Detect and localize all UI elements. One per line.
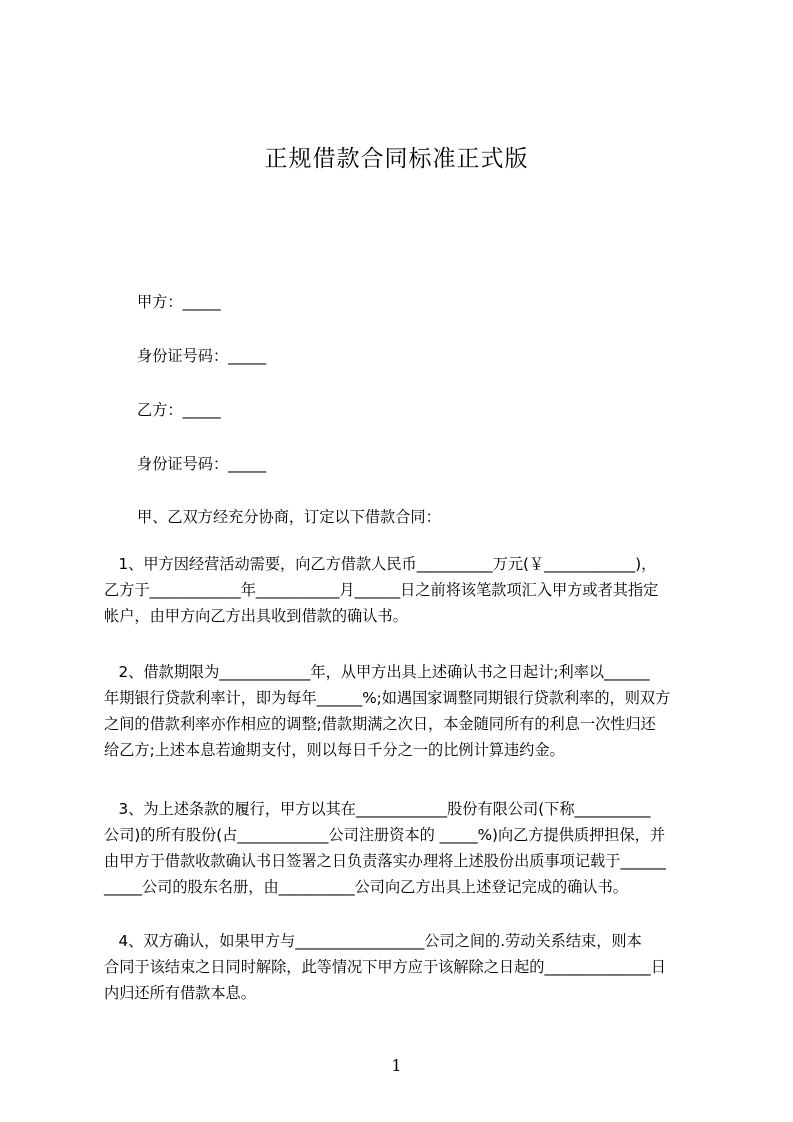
clause-line: 年期银行贷款利率计，即为每年______%;如遇国家调整同期银行贷款利率的，则双方 — [104, 689, 671, 707]
clause-1 — [104, 551, 704, 629]
clause-line: 之间的借款利率亦作相应的调整;借款期满之次日，本金随同所有的利息一次性归还 — [104, 715, 656, 733]
clause-3 — [104, 796, 704, 900]
clause-line: 1、甲方因经营活动需要，向乙方借款人民币__________万元(￥____________)， — [104, 555, 657, 573]
clause-2 — [104, 659, 704, 763]
clause-line: 4、双方确认，如果甲方与_________________公司之间的.劳动关系结束，则本 — [104, 932, 642, 950]
page-number: 1 — [391, 1056, 402, 1075]
party-a-field: 甲方：_____ — [137, 293, 221, 311]
clause-line: 由甲方于借款收款确认书日签署之日负责落实办理将上述股份出质事项记载于______ — [104, 852, 666, 870]
clause-line: _____公司的股东名册，由__________公司向乙方出具上述登记完成的确认书。 — [104, 878, 628, 896]
clause-line: 帐户，由甲方向乙方出具收到借款的确认书。 — [104, 607, 408, 625]
clause-line: 给乙方;上述本息若逾期支付，则以每日千分之一的比例计算违约金。 — [104, 741, 565, 759]
page-title: 正规借款合同标准正式版 — [264, 146, 529, 172]
party-b-field: 乙方：_____ — [137, 401, 221, 419]
clause-line: 合同于该结束之日同时解除，此等情况下甲方应于该解除之日起的______________日 — [104, 958, 666, 976]
party-b-id-field: 身份证号码：_____ — [137, 455, 267, 473]
clause-line: 公司)的所有股份(占____________公司注册资本的 _____%)向乙方提供质押担保，并 — [104, 826, 666, 844]
intro-text: 甲、乙双方经充分协商，订定以下借款合同： — [137, 508, 441, 526]
clause-line: 内归还所有借款本息。 — [104, 984, 256, 1002]
clause-line: 3、为上述条款的履行，甲方以其在____________股份有限公司(下称__________ — [104, 800, 651, 818]
party-a-id-field: 身份证号码：_____ — [137, 347, 267, 365]
clause-line: 2、借款期限为____________年，从甲方出具上述确认书之日起计;利率以______ — [104, 663, 650, 681]
clause-4 — [104, 928, 704, 1006]
clause-line: 乙方于____________年___________月______日之前将该笔款项汇入甲方或者其指定 — [104, 581, 659, 599]
